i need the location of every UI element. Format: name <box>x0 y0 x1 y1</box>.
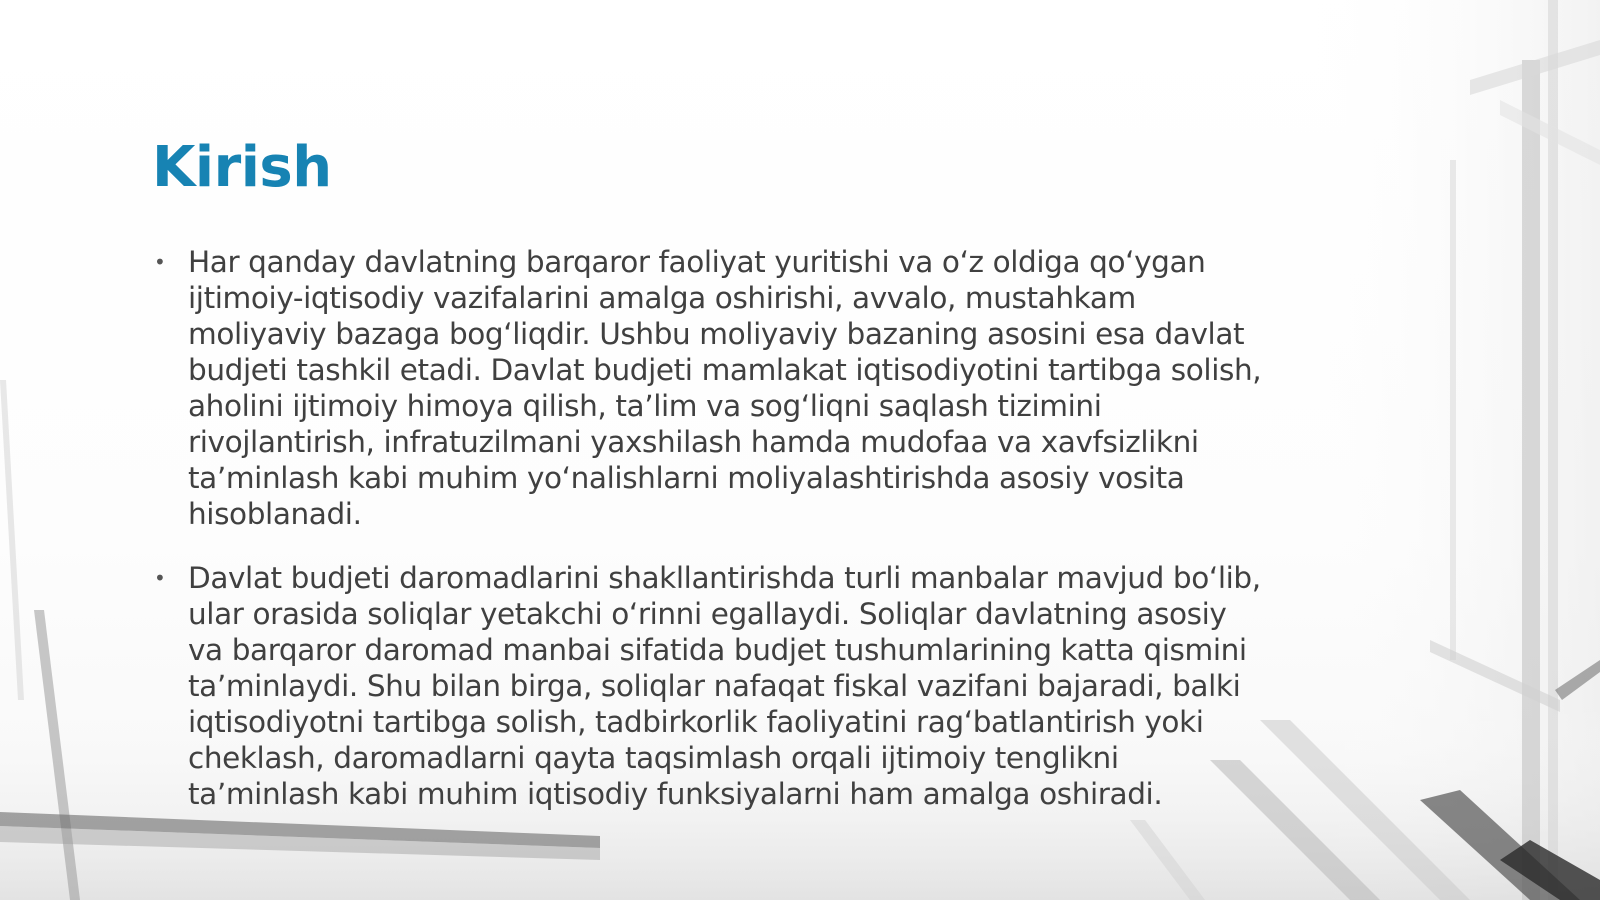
bullet-text: Har qanday davlatning barqaror faoliyat yuritishi va o‘z oldiga qo‘ygan ijtimoiy-iqtisodiy vazifalarini amalga oshirishi, avvalo, mustahkam moliyaviy bazaga bog‘liqdir. Ushbu moliyaviy bazaning asosini esa davlat budjeti tashkil etadi. Davlat budjeti mamlakat iqtisodiyotini tartibga solish, aholini ijtimoiy himoya qilish, ta’lim va sog‘liqni saqlash tizimini rivojlantirish, infratuzilmani yaxshilash hamda mudofaa va xavfsizlikni ta’minlash kabi muhim yo‘nalishlarni moliyalashtirishda asosiy vosita hisoblanadi. <box>188 245 1262 531</box>
bullet-dot-icon: • <box>154 250 166 274</box>
bullet-dot-icon: • <box>154 566 166 590</box>
bullet-item <box>152 244 1262 532</box>
slide-title: Kirish <box>152 135 332 200</box>
bullet-text: Davlat budjeti daromadlarini shakllantirishda turli manbalar mavjud bo‘lib, ular orasida soliqlar yetakchi o‘rinni egallaydi. Soliqlar davlatning asosiy va barqaror daromad manbai sifatida budjet tushumlarining katta qismini ta’minlaydi. Shu bilan birga, soliqlar nafaqat fiskal vazifani bajaradi, balki iqtisodiyotni tartibga solish, tadbirkorlik faoliyatini rag‘batlantirish yoki cheklash, daromadlarni qayta taqsimlash orqali ijtimoiy tenglikni ta’minlash kabi muhim iqtisodiy funksiyalarni ham amalga oshiradi. <box>188 561 1261 811</box>
bullet-list <box>152 244 1262 840</box>
bullet-item <box>152 560 1262 812</box>
